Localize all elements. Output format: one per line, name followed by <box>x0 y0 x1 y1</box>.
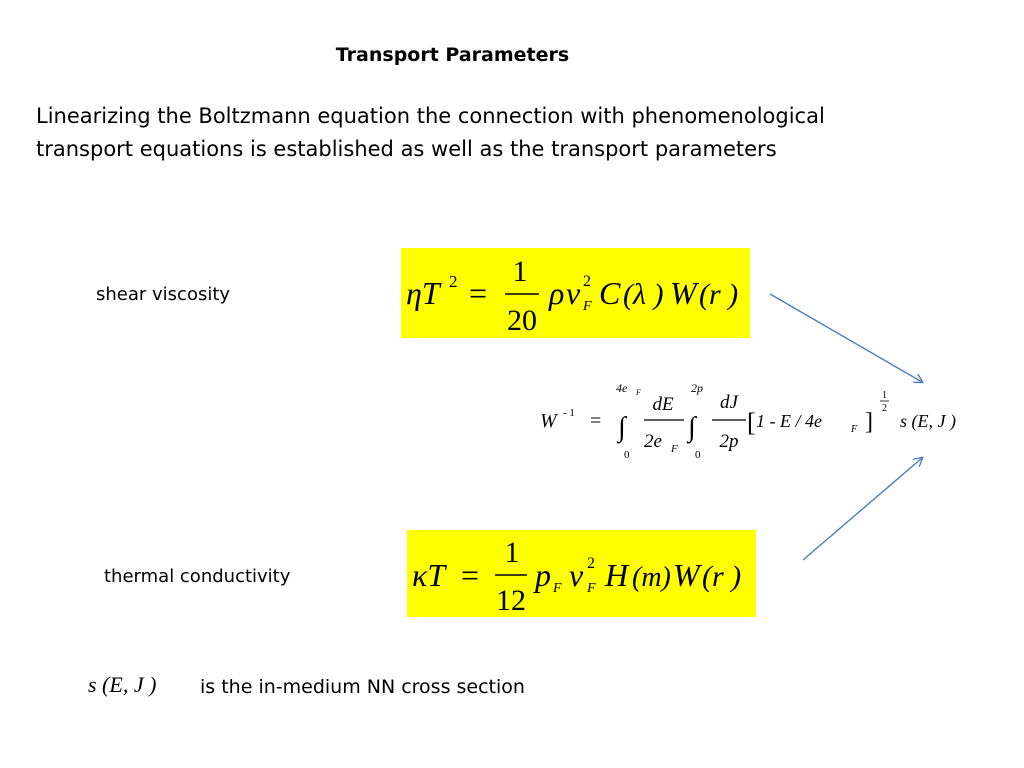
frac1-denominator: 2e <box>644 431 662 452</box>
shear-frac-numerator: 1 <box>512 255 528 288</box>
integral2-lower: 0 <box>695 449 701 461</box>
shear-r-arg: (r ) <box>699 278 739 311</box>
omega-lhs-exponent: - 1 <box>563 407 575 419</box>
omega-equals: = <box>590 410 602 432</box>
frac1-denominator-sub: F <box>671 443 678 455</box>
shear-lhs-exponent: 2 <box>449 272 458 291</box>
arrow-from-shear <box>770 294 922 382</box>
integral1-sign: ∫ <box>618 412 626 443</box>
integral2-upper: 2p <box>691 381 703 395</box>
omega-lhs: W <box>540 410 557 432</box>
thermal-p: p <box>535 557 551 593</box>
thermal-frac-denominator: 12 <box>496 584 526 617</box>
arrow-from-thermal <box>803 458 922 560</box>
thermal-p-subscript: F <box>553 581 562 596</box>
bracket-exponent-num: 1 <box>882 390 887 401</box>
shear-lambda-arg: (λ ) <box>623 278 664 311</box>
shear-W: W <box>670 275 697 311</box>
footer-sigma: s (E, J ) <box>88 672 157 697</box>
bracket-open: [ <box>747 408 756 437</box>
bracket-close: ] <box>865 409 873 435</box>
bracket-content: 1 - E / 4e <box>756 411 822 431</box>
integral2-sign: ∫ <box>688 412 696 443</box>
thermal-v: v <box>569 557 584 593</box>
shear-v-subscript: F <box>583 299 592 314</box>
thermal-equals: = <box>461 557 480 593</box>
intro-line-2: transport equations is established as well as the transport parameters <box>36 137 777 161</box>
shear-viscosity-label: shear viscosity <box>96 284 231 305</box>
shear-frac-denominator: 20 <box>507 304 537 337</box>
slide-title: Transport Parameters <box>335 44 570 66</box>
intro-line-1: Linearizing the Boltzmann equation the connection with phenomenological <box>36 104 825 128</box>
thermal-mu-arg: (m) <box>632 562 671 593</box>
frac1-numerator: dE <box>652 394 674 415</box>
integral1-upper: 4e <box>616 381 628 395</box>
frac2-denominator: 2p <box>719 431 739 452</box>
shear-lhs: ηT <box>406 275 440 311</box>
thermal-v-superscript: 2 <box>587 555 595 572</box>
shear-v: v <box>566 275 581 311</box>
thermal-W: W <box>673 557 700 593</box>
bracket-content-sub: F <box>851 424 858 435</box>
frac2-numerator: dJ <box>720 392 738 413</box>
footer-text: is the in-medium NN cross section <box>200 676 525 698</box>
thermal-r-arg: (r ) <box>702 560 742 593</box>
thermal-frac-numerator: 1 <box>504 536 520 569</box>
bracket-exponent-den: 2 <box>882 403 887 414</box>
integral1-upper-sub: F <box>636 388 641 397</box>
thermal-H: H <box>605 557 629 593</box>
integral1-lower: 0 <box>624 449 630 461</box>
shear-equals: = <box>469 275 488 311</box>
shear-rho: ρ <box>549 275 565 311</box>
thermal-v-subscript: F <box>587 581 596 596</box>
shear-v-superscript: 2 <box>583 273 591 290</box>
thermal-lhs: κT <box>412 557 446 593</box>
shear-C: C <box>599 275 621 311</box>
omega-sigma: s (E, J ) <box>900 411 956 431</box>
thermal-conductivity-label: thermal conductivity <box>104 566 291 587</box>
